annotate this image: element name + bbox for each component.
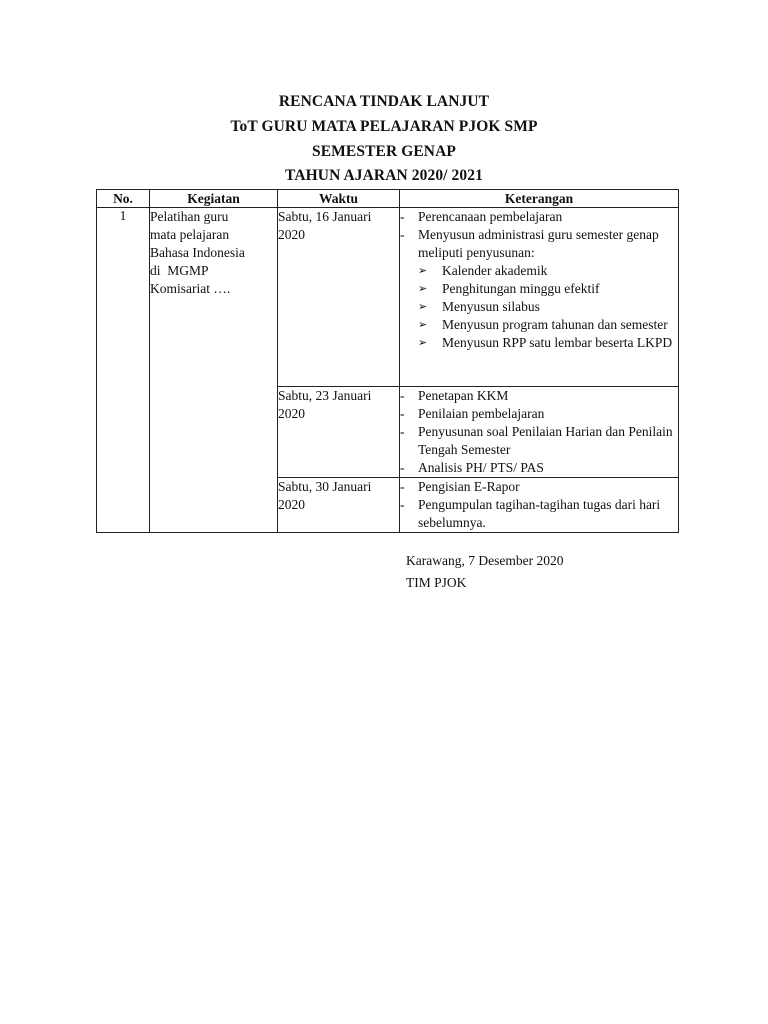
sub-list-item xyxy=(400,262,678,280)
list-item-text: Perencanaan pembelajaran xyxy=(418,209,563,224)
waktu-cell xyxy=(278,478,400,533)
waktu-line: 2020 xyxy=(278,406,305,421)
waktu-line: Sabtu, 30 Januari xyxy=(278,479,372,494)
list-item-text: Penyusunan soal Penilaian Harian dan Penilain Tengah Semester xyxy=(418,424,673,457)
arrow-bullet-icon: ➢ xyxy=(418,318,428,331)
list-item xyxy=(400,387,678,405)
kegiatan-line: Komisariat …. xyxy=(150,281,231,296)
list-item-text: Pengisian E-Rapor xyxy=(418,479,520,494)
list-item-text: Penetapan KKM xyxy=(418,388,509,403)
waktu-cell xyxy=(278,208,400,387)
sub-list-item xyxy=(400,316,678,334)
list-item-text: Pengumpulan tagihan-tagihan tugas dari hari sebelumnya. xyxy=(418,497,661,530)
col-header-kegiatan: Kegiatan xyxy=(150,190,278,208)
list-item-text: Analisis PH/ PTS/ PAS xyxy=(418,460,544,475)
col-header-waktu: Waktu xyxy=(278,190,400,208)
keterangan-cell xyxy=(400,387,679,478)
keterangan-cell xyxy=(400,478,679,533)
sub-list-item-text: Penghitungan minggu efektif xyxy=(442,281,600,296)
col-header-no: No. xyxy=(97,190,150,208)
sub-list-item xyxy=(400,334,678,352)
list-item xyxy=(400,405,678,423)
signature-team: TIM PJOK xyxy=(406,575,467,590)
document-subtitle: ToT GURU MATA PELAJARAN PJOK SMP xyxy=(230,118,538,135)
row-number: 1 xyxy=(97,208,150,533)
sub-list-item xyxy=(400,298,678,316)
list-item xyxy=(400,423,678,459)
kegiatan-line: Pelatihan guru xyxy=(150,209,229,224)
sub-list-item-text: Kalender akademik xyxy=(442,263,548,278)
arrow-bullet-icon: ➢ xyxy=(418,300,428,313)
dash-bullet: - xyxy=(400,497,405,512)
dash-bullet: - xyxy=(400,479,405,494)
list-item xyxy=(400,496,678,532)
table-row xyxy=(97,208,679,387)
dash-bullet: - xyxy=(400,388,405,403)
list-item xyxy=(400,208,678,226)
kegiatan-line: Bahasa Indonesia xyxy=(150,245,245,260)
waktu-line: 2020 xyxy=(278,497,305,512)
dash-bullet: - xyxy=(400,406,405,421)
dash-bullet: - xyxy=(400,227,405,242)
list-item-text: Penilaian pembelajaran xyxy=(418,406,545,421)
signature-place-date: Karawang, 7 Desember 2020 xyxy=(406,553,564,568)
document-academic-year: TAHUN AJARAN 2020/ 2021 xyxy=(285,167,483,184)
col-header-keterangan: Keterangan xyxy=(400,190,679,208)
document-semester: SEMESTER GENAP xyxy=(312,143,456,160)
arrow-bullet-icon: ➢ xyxy=(418,264,428,277)
kegiatan-cell xyxy=(150,208,278,533)
keterangan-cell xyxy=(400,208,679,387)
arrow-bullet-icon: ➢ xyxy=(418,336,428,349)
sub-list-item-text: Menyusun program tahunan dan semester xyxy=(442,317,668,332)
dash-bullet: - xyxy=(400,209,405,224)
sub-list-item-text: Menyusun silabus xyxy=(442,299,540,314)
waktu-line: 2020 xyxy=(278,227,305,242)
table-header-row xyxy=(97,190,679,208)
dash-bullet: - xyxy=(400,424,405,439)
kegiatan-line: mata pelajaran xyxy=(150,227,230,242)
list-item xyxy=(400,478,678,496)
list-item-text: Menyusun administrasi guru semester genap meliputi penyusunan: xyxy=(418,227,659,260)
list-item xyxy=(400,226,678,262)
arrow-bullet-icon: ➢ xyxy=(418,282,428,295)
kegiatan-line: di MGMP xyxy=(150,263,209,278)
waktu-cell xyxy=(278,387,400,478)
sub-list-item xyxy=(400,280,678,298)
list-item xyxy=(400,459,678,477)
sub-list-item-text: Menyusun RPP satu lembar beserta LKPD xyxy=(442,335,673,350)
waktu-line: Sabtu, 23 Januari xyxy=(278,388,372,403)
waktu-line: Sabtu, 16 Januari xyxy=(278,209,372,224)
document-title: RENCANA TINDAK LANJUT xyxy=(278,93,490,110)
plan-table xyxy=(96,189,679,533)
dash-bullet: - xyxy=(400,460,405,475)
